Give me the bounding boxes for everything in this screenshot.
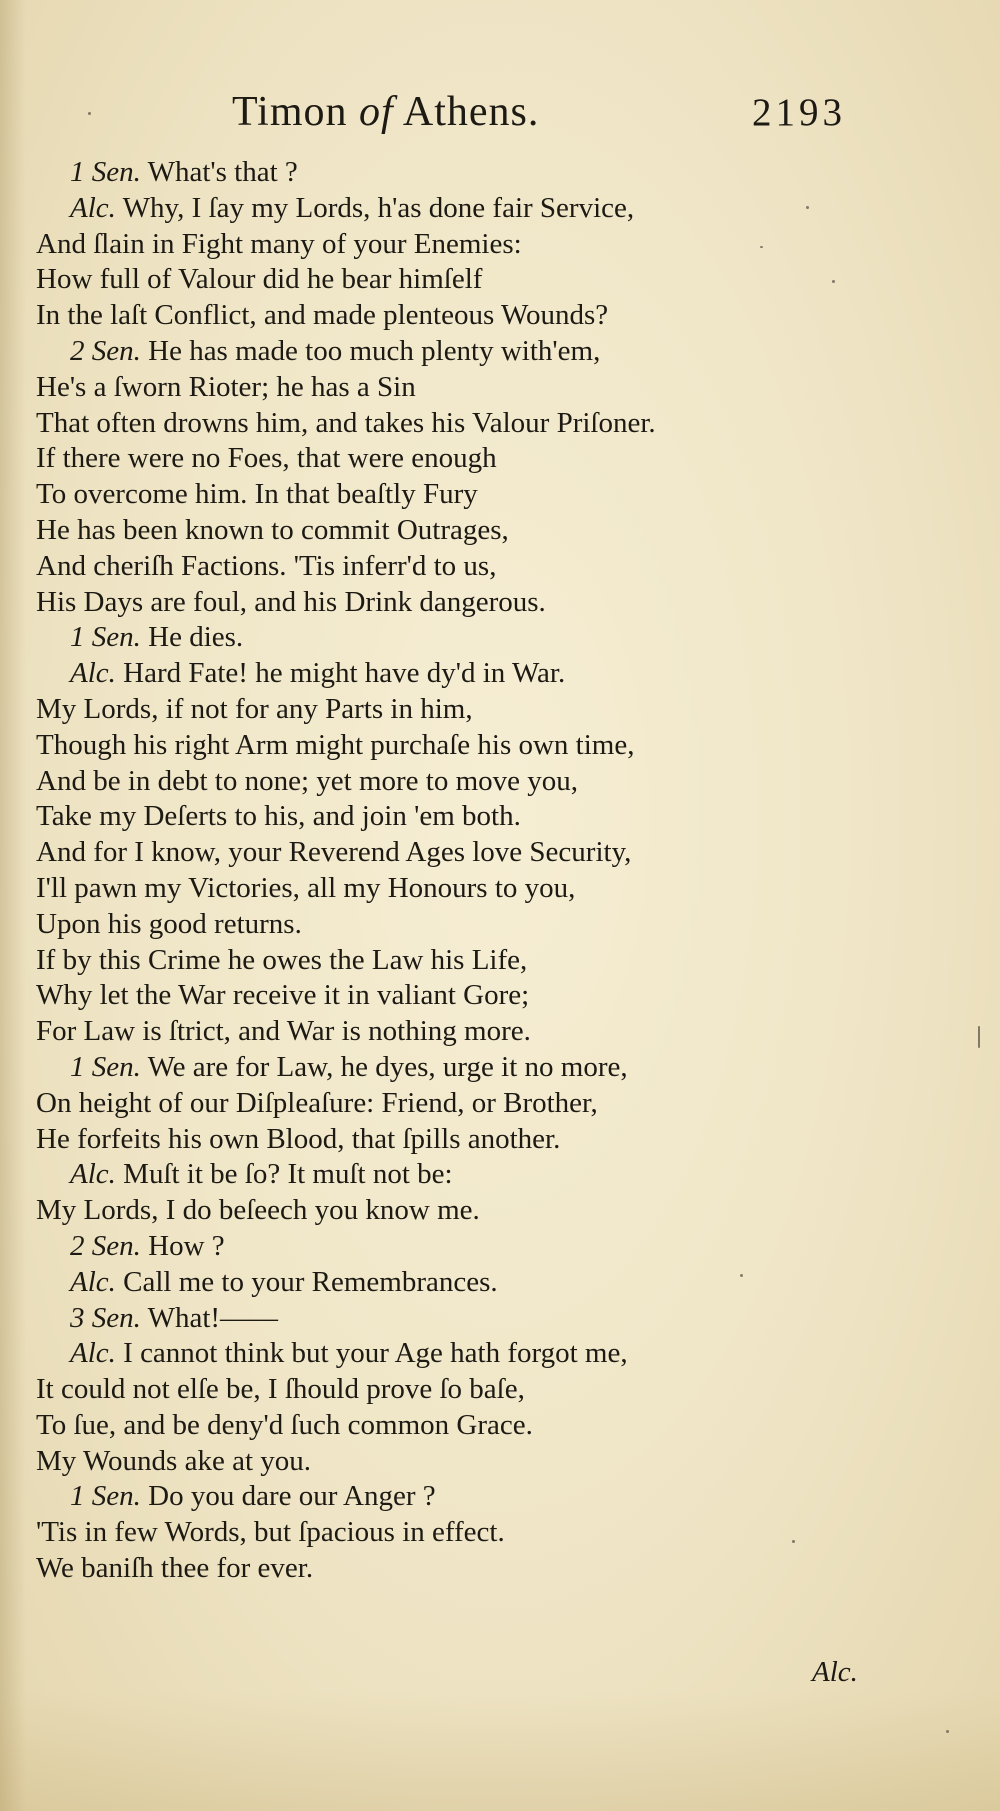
line-text: He dies. [140,621,244,654]
running-title [232,88,539,136]
line-text: Hard Fate! he might have dy'd in War. [115,657,566,690]
line-text: And for I know, your Reverend Ages love Security, [36,836,632,869]
line-text: What's that ? [140,156,298,188]
speaker-label: Alc. [70,657,116,690]
line-text: He's a ſworn Rioter; he has a Sin [36,370,416,403]
verse-line [36,1122,796,1158]
line-text: How ? [140,1229,225,1262]
verse-line [36,620,796,656]
line-text: Why, I ſay my Lords, h'as done fair Service, [115,191,635,224]
ink-speck [832,280,835,283]
running-header [0,88,1000,148]
verse-line [36,298,796,334]
page-number: 2193 [752,91,846,134]
speaker-label: Alc. [70,1158,116,1191]
verse-line [36,871,796,907]
speaker-label: 1 Sen. [70,621,141,654]
verse-line [36,406,796,442]
verse-line [36,1336,796,1372]
line-text: He has been known to commit Outrages, [36,513,509,546]
ink-speck [792,1540,795,1543]
verse-line [36,191,796,227]
verse-line [36,227,796,263]
verse-line [36,656,796,692]
line-text: I cannot think but your Age hath forgot me, [115,1337,628,1370]
verse-line [36,978,796,1014]
verse-line [36,1050,796,1086]
verse-line [36,1479,796,1515]
line-text: Do you dare our Anger ? [140,1480,436,1513]
verse-line [36,1444,796,1480]
verse-line [36,370,796,406]
verse-line [36,1229,796,1265]
verse-line [36,907,796,943]
verse-line [36,1372,796,1408]
line-text: He forfeits his own Blood, that ſpills another. [36,1122,561,1155]
speaker-label: 2 Sen. [70,334,141,367]
ink-speck [760,246,763,248]
verse-line [36,1086,796,1122]
line-text: If there were no Foes, that were enough [36,442,497,475]
verse-line [36,585,796,621]
line-text: His Days are foul, and his Drink dangerous. [36,585,546,618]
line-text: For Law is ſtrict, and War is nothing more. [36,1015,531,1048]
speaker-label: 1 Sen. [70,1480,141,1513]
verse-line [36,1157,796,1193]
line-text: Muſt it be ſo? It muſt not be: [115,1158,453,1191]
line-text: My Lords, I do beſeech you know me. [36,1194,480,1227]
title-of: of [359,89,394,135]
line-text: We baniſh thee for ever. [36,1552,314,1585]
verse-line [36,692,796,728]
verse-line [36,835,796,871]
line-text: My Lords, if not for any Parts in him, [36,692,473,725]
verse-line [36,1014,796,1050]
title-before: Timon [232,89,360,135]
line-text: And cheriſh Factions. 'Tis inferr'd to us, [36,549,497,582]
line-text: 'Tis in few Words, but ſpacious in effect. [36,1516,505,1549]
ink-speck [946,1730,949,1733]
ink-speck [740,1274,743,1277]
verse-line [36,549,796,585]
line-text: That often drowns him, and takes his Valour Priſoner. [36,406,656,439]
line-text: I'll pawn my Victories, all my Honours to you, [36,871,576,904]
line-text: My Wounds ake at you. [36,1444,312,1477]
line-text: In the laſt Conflict, and made plenteous Wounds? [36,299,609,332]
verse-text [36,155,796,1587]
speaker-label: 1 Sen. [70,156,141,188]
ink-speck [806,206,809,209]
verse-line [36,1551,796,1587]
line-text: Call me to your Remembrances. [115,1265,498,1298]
verse-line [36,477,796,513]
verse-line [36,1301,796,1337]
speaker-label: Alc. [70,1265,116,1298]
line-text: Why let the War receive it in valiant Gore; [36,979,530,1012]
line-text: To overcome him. In that beaſtly Fury [36,478,478,511]
line-text: How full of Valour did he bear himſelf [36,263,483,296]
verse-line [36,1265,796,1301]
line-text: To ſue, and be deny'd ſuch common Grace. [36,1408,533,1441]
line-text: And ſlain in Fight many of your Enemies: [36,227,522,260]
line-text: And be in debt to none; yet more to move you, [36,764,579,797]
verse-line [36,764,796,800]
verse-line [36,1515,796,1551]
catchword: Alc. [812,1656,858,1688]
line-text: If by this Crime he owes the Law his Life, [36,943,528,976]
ink-speck [88,112,91,115]
verse-line [36,334,796,370]
verse-line [36,441,796,477]
speaker-label: Alc. [70,1337,116,1370]
verse-line [36,513,796,549]
ink-speck [978,1026,980,1048]
verse-line [36,262,796,298]
verse-line [36,799,796,835]
line-text: Take my Deſerts to his, and join 'em both. [36,800,521,833]
verse-line [36,943,796,979]
speaker-label: 3 Sen. [70,1301,141,1334]
speaker-label: 1 Sen. [70,1050,141,1083]
line-text: It could not elſe be, I ſhould prove ſo baſe, [36,1373,525,1406]
line-text: He has made too much plenty with'em, [140,334,601,367]
verse-line [36,728,796,764]
line-text: Though his right Arm might purchaſe his own time, [36,728,635,761]
line-text: On height of our Diſpleaſure: Friend, or Brother, [36,1086,598,1119]
speaker-label: 2 Sen. [70,1229,141,1262]
line-text: We are for Law, he dyes, urge it no more, [140,1050,628,1083]
verse-line [36,1193,796,1229]
line-text: What!—— [140,1301,279,1334]
line-text: Upon his good returns. [36,907,302,940]
verse-line [36,1408,796,1444]
title-after: Athens. [393,89,540,135]
speaker-label: Alc. [70,191,116,224]
verse-line [36,155,796,191]
